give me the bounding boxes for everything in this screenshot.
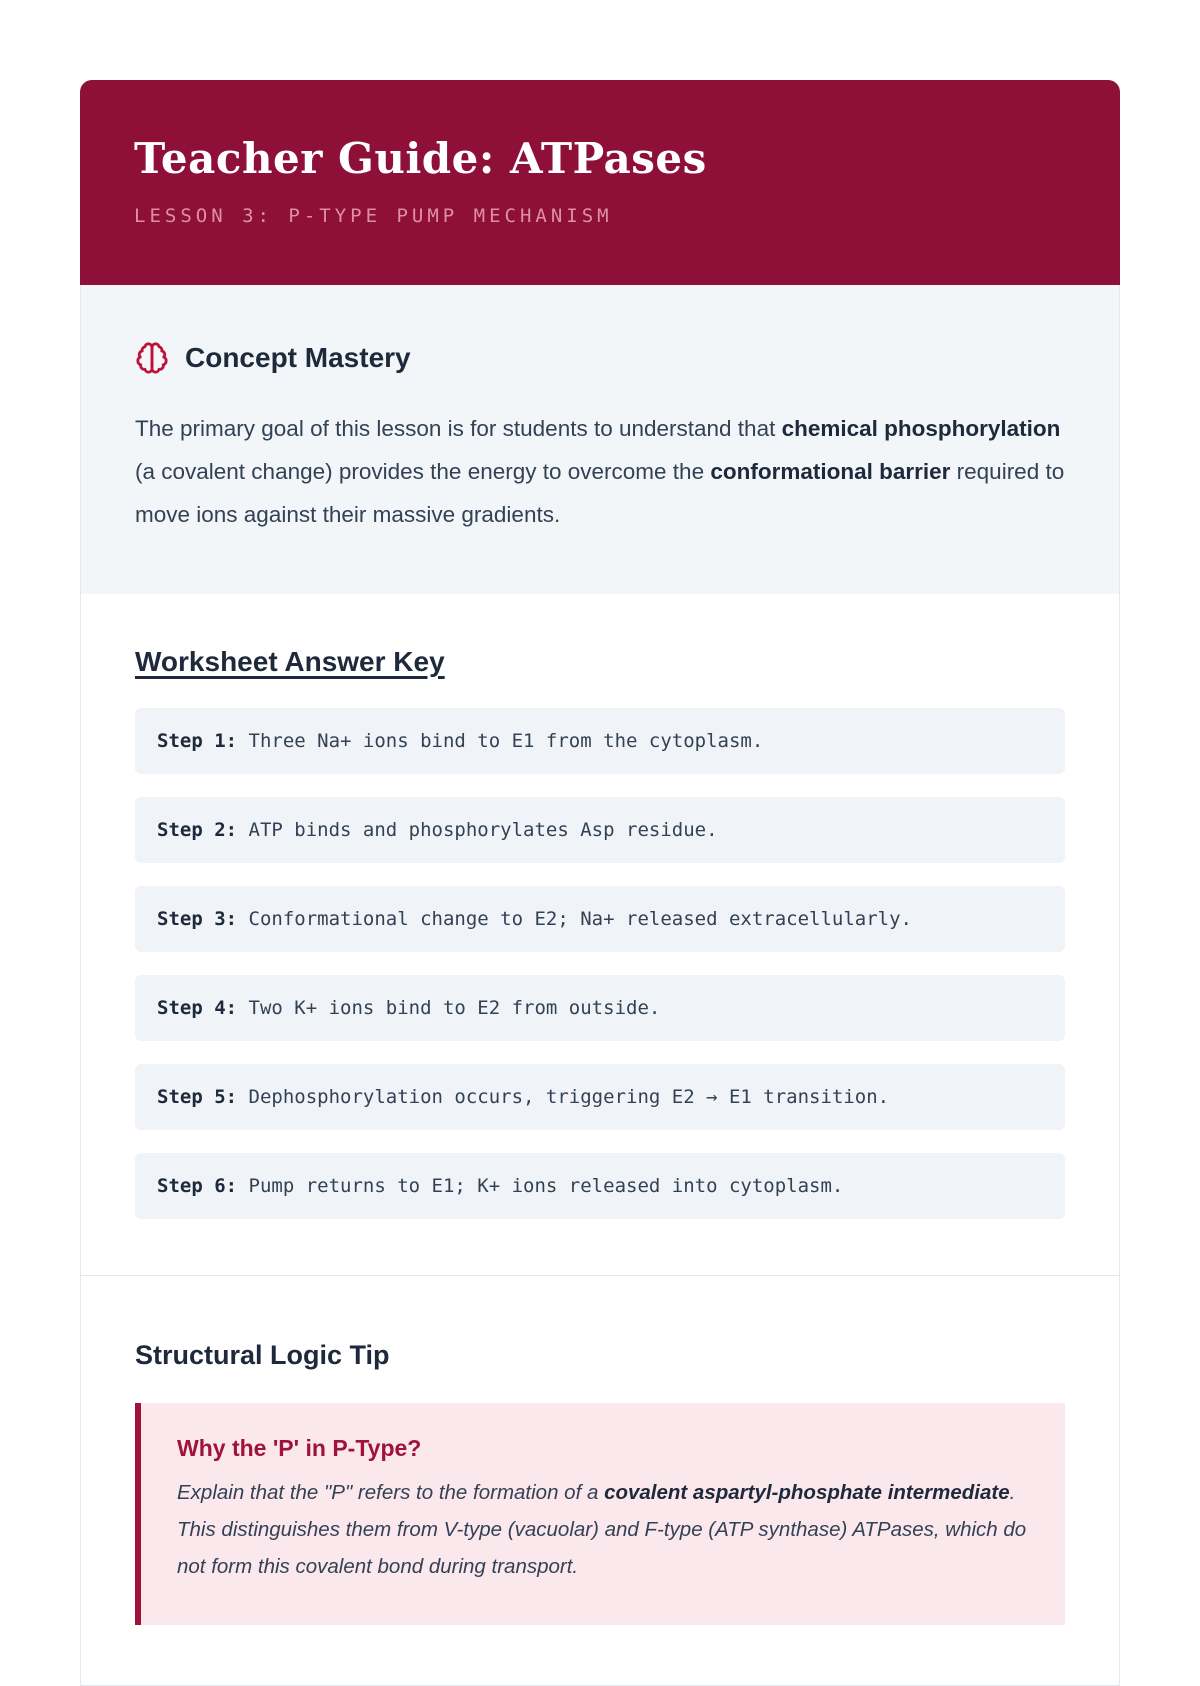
bold-term-phosphorylation: chemical phosphorylation [781,416,1061,441]
steps-list [135,708,1065,1219]
step-text: Three Na+ ions bind to E1 from the cytoplasm. [237,730,764,752]
text-segment: required to move ions against their massive gradients. [135,459,1065,527]
text-segment: . This distinguishes them from V-type (vacuolar) and F-type (ATP synthase) ATPases, which do not form this covalent bond during transport. [177,1481,1027,1578]
step-text: Conformational change to E2; Na+ released extracellularly. [237,908,912,930]
page-container [80,80,1120,1686]
step-text: Pump returns to E1; K+ ions released into cytoplasm. [237,1175,844,1197]
brain-icon [135,341,169,375]
answer-key-heading: Worksheet Answer Key [135,646,445,677]
structural-tip-heading: Structural Logic Tip [135,1340,390,1370]
step-label: Step 6: [157,1175,238,1197]
step-text: Two K+ ions bind to E2 from outside. [237,997,661,1019]
step-item-6 [135,1153,1065,1219]
content-card [80,285,1120,1686]
step-label: Step 4: [157,997,238,1019]
concept-mastery-heading-row [135,341,1065,375]
step-item-2 [135,797,1065,863]
text-segment: (a covalent change) provides the energy to overcome the [135,459,711,484]
step-label: Step 1: [157,730,238,752]
concept-mastery-section [81,285,1119,594]
answer-key-section [81,594,1119,1275]
structural-tip-section [81,1276,1119,1685]
p-type-callout [135,1403,1065,1625]
step-item-4 [135,975,1065,1041]
step-label: Step 2: [157,819,238,841]
concept-paragraph [135,407,1065,536]
step-text: ATP binds and phosphorylates Asp residue. [237,819,718,841]
step-label: Step 5: [157,1086,238,1108]
callout-title: Why the 'P' in P-Type? [177,1435,422,1461]
text-segment: The primary goal of this lesson is for students to understand that [135,416,782,441]
concept-mastery-heading: Concept Mastery [185,342,411,373]
text-segment: Explain that the "P" refers to the formation of a [177,1481,605,1504]
header-banner [80,80,1120,285]
step-item-5 [135,1064,1065,1130]
page-title: Teacher Guide: ATPases [134,134,707,183]
bold-term-aspartyl-phosphate: covalent aspartyl-phosphate intermediate [604,1481,1010,1504]
step-item-3 [135,886,1065,952]
lesson-subtitle: LESSON 3: P-TYPE PUMP MECHANISM [134,205,613,227]
bold-term-conformational-barrier: conformational barrier [710,459,951,484]
step-item-1 [135,708,1065,774]
callout-body [177,1474,1029,1585]
step-text: Dephosphorylation occurs, triggering E2 → E1 transition. [237,1086,890,1108]
step-label: Step 3: [157,908,238,930]
